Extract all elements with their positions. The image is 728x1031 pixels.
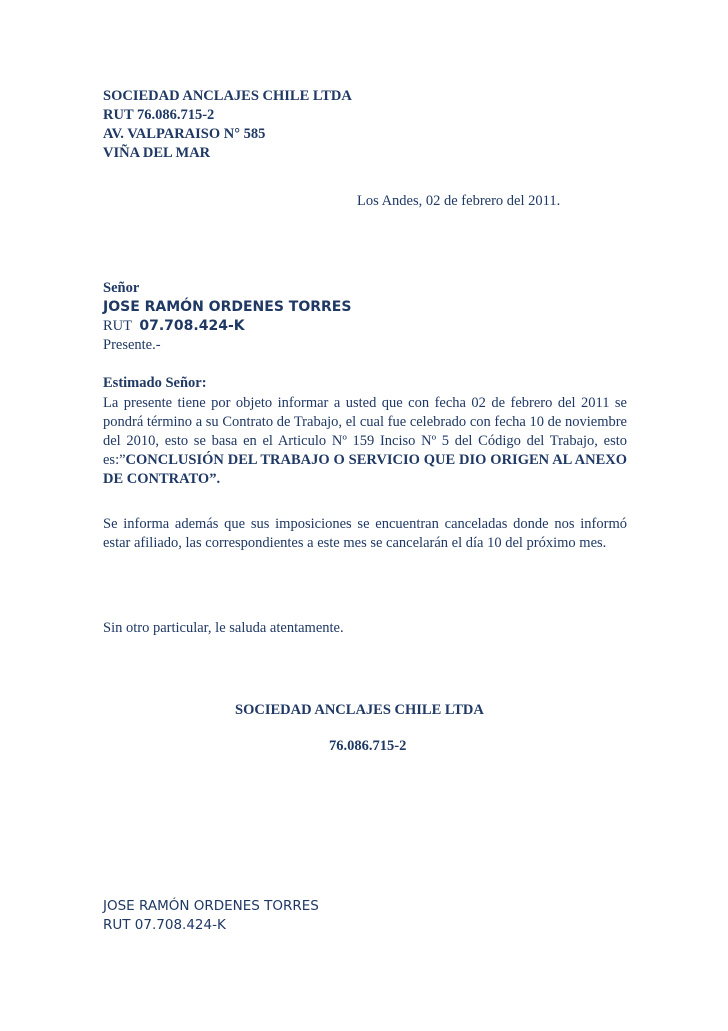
- body-paragraph-1: [103, 394, 627, 489]
- sender-address: AV. VALPARAISO N° 585: [103, 126, 266, 142]
- sender-rut: RUT 76.086.715-2: [103, 107, 215, 123]
- body-paragraph-2: Se informa además que sus imposiciones se encuentran canceladas donde nos informó estar afiliado, las correspondientes a este mes se cancelarán el día 10 del próximo mes.: [103, 516, 627, 551]
- sender-company: SOCIEDAD ANCLAJES CHILE LTDA: [103, 88, 352, 104]
- footer-rut: RUT 07.708.424-K: [103, 917, 226, 933]
- recipient-rut-line: [103, 317, 351, 336]
- recipient-salutation: Señor: [103, 280, 140, 296]
- recipient-rut-value: 07.708.424-K: [139, 318, 245, 334]
- recipient-block: [103, 279, 351, 355]
- date-line: Los Andes, 02 de febrero del 2011.: [357, 193, 561, 209]
- closing-line: Sin otro particular, le saluda atentamente.: [103, 620, 344, 636]
- sender-city: VIÑA DEL MAR: [103, 145, 211, 161]
- recipient-rut-label: RUT: [103, 318, 132, 334]
- signature-company: SOCIEDAD ANCLAJES CHILE LTDA: [235, 702, 484, 718]
- body-paragraph-1-bold: CONCLUSIÓN DEL TRABAJO O SERVICIO QUE DIO ORIGEN AL ANEXO DE CONTRATO”.: [103, 452, 627, 487]
- recipient-name: JOSE RAMÓN ORDENES TORRES: [103, 299, 352, 315]
- signature-rut: 76.086.715-2: [329, 738, 407, 754]
- footer-block: [103, 897, 319, 935]
- body-paragraph-1-text: La presente tiene por objeto informar a usted que con fecha 02 de febrero del 2011 se pondrá término a su Contrato de Trabajo, el cual fue celebrado con fecha 10 de noviembre del 2010, esto se basa en el Articulo Nº 159 Inciso Nº 5 del Código del Trabajo, esto es:”: [103, 395, 627, 468]
- greeting: Estimado Señor:: [103, 375, 207, 391]
- recipient-presente: Presente.-: [103, 337, 161, 353]
- footer-name: JOSE RAMÓN ORDENES TORRES: [103, 898, 319, 914]
- sender-block: [103, 87, 352, 163]
